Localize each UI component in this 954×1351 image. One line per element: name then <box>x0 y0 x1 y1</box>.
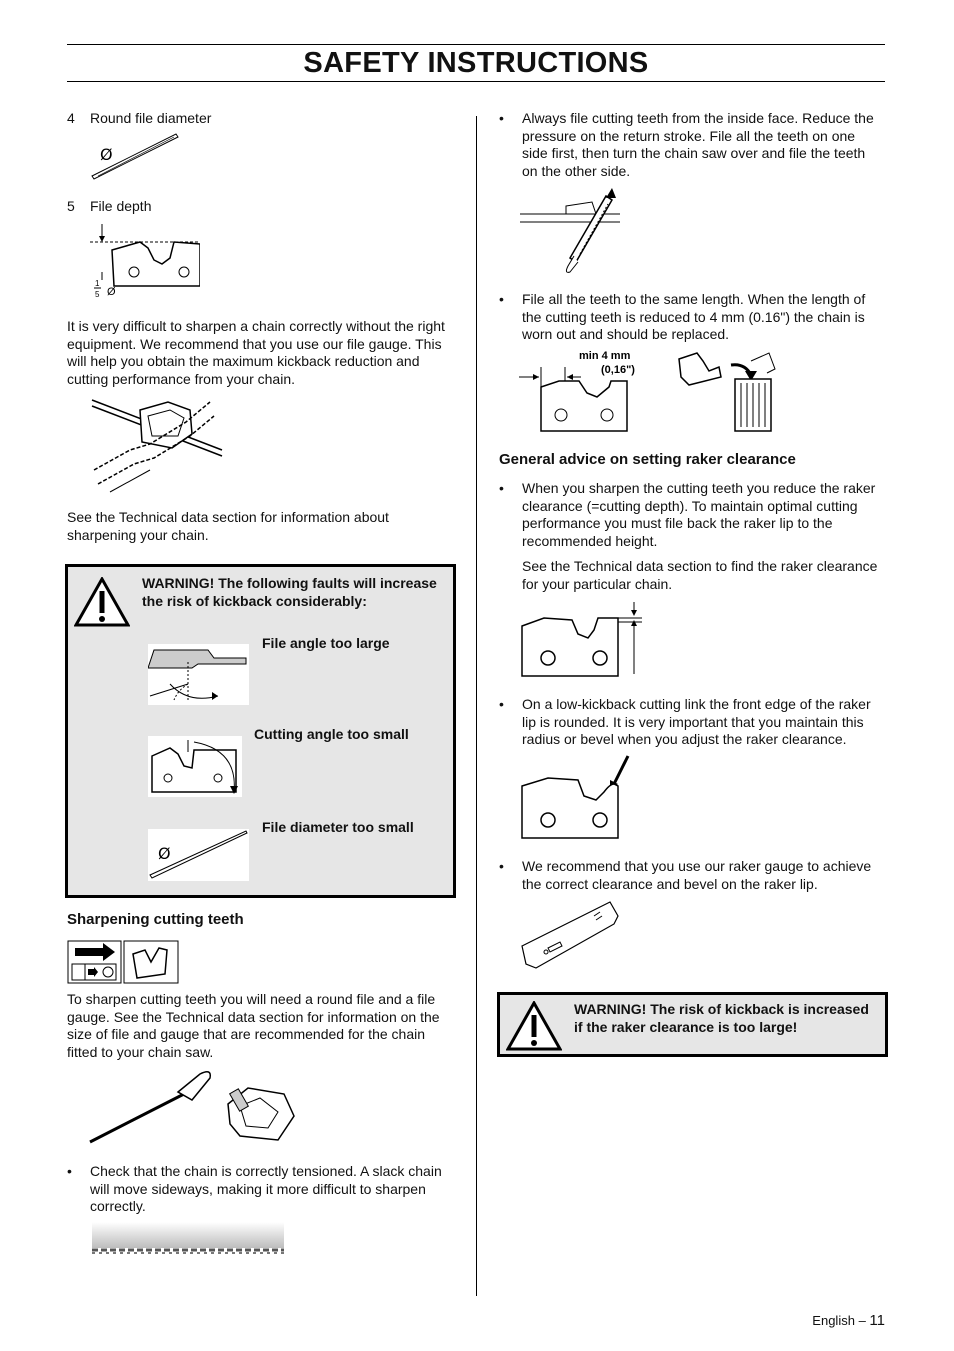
bullet-dot: • <box>67 1163 72 1179</box>
same-length-bullet-text: File all the teeth to the same length. When the length of the cutting teeth is reduced to 4 mm (0.16") the chain is worn out and should be replaced. <box>522 291 866 342</box>
footer-dash: – <box>858 1313 866 1328</box>
column-divider <box>476 116 477 1296</box>
warning-triangle-icon <box>74 577 130 627</box>
min-length-label: min 4 mm <box>579 350 631 362</box>
raker-warning-box <box>497 992 888 1057</box>
item-5-num: 5 <box>67 198 75 214</box>
bullet-dot: • <box>499 110 504 126</box>
bullet-dot: • <box>499 291 504 307</box>
raker-clearance-figure <box>518 600 643 680</box>
tensioned-chain-figure <box>92 1222 285 1258</box>
item-5-label: File depth <box>90 198 152 214</box>
item-4-label: Round file diameter <box>90 110 212 126</box>
frac-denominator: 5 <box>95 290 100 299</box>
warning-text: WARNING! The following faults will increase the risk of kickback considerably: <box>142 575 437 609</box>
file-depth-figure <box>90 220 200 302</box>
file-inside-face-figure <box>520 184 625 276</box>
raker-gauge-figure <box>518 898 623 976</box>
file-angle-figure <box>148 644 249 705</box>
footer-language: English <box>812 1313 855 1328</box>
sharpening-heading: Sharpening cutting teeth <box>67 911 244 928</box>
low-kickback-bullet-text: On a low-kickback cutting link the front edge of the raker lip is rounded. It is very important that you maintain this radius or bevel when you adjust the raker clearance. <box>522 696 871 747</box>
raker-subparagraph: See the Technical data section to find the raker clearance for your particular chain. <box>522 558 878 592</box>
header-bottom-rule <box>67 81 885 82</box>
cutting-angle-figure <box>148 736 242 797</box>
gauge-paragraph: It is very difficult to sharpen a chain correctly without the right equipment. We recommend that you use our file gauge. This will help you obtain the maximum kickback reduction and cutting performance from your chain. <box>67 318 445 387</box>
item-4-num: 4 <box>67 110 75 126</box>
file-gauge-on-chain-figure <box>90 392 225 497</box>
page-title: SAFETY INSTRUCTIONS <box>303 47 649 79</box>
round-file-and-gauge-figure <box>88 1064 303 1149</box>
diameter-symbol: Ø <box>158 844 171 863</box>
file-gauge-icon-boxes <box>67 940 180 985</box>
min-length-figure <box>519 347 781 435</box>
raker-gauge-bullet-text: We recommend that you use our raker gauge to achieve the correct clearance and bevel on the raker lip. <box>522 858 872 892</box>
sharpening-paragraph: To sharpen cutting teeth you will need a round file and a file gauge. See the Technical data section for information on the size of file and gauge that are recommended for the chain fitted to your chain saw. <box>67 991 440 1060</box>
raker-bullet-text: When you sharpen the cutting teeth you reduce the raker clearance (=cutting depth). To maintain optimal cutting performance you must file back the raker lip to the recommended height. <box>522 480 876 549</box>
technical-data-paragraph: See the Technical data section for information about sharpening your chain. <box>67 509 389 543</box>
bullet-dot: • <box>499 696 504 712</box>
fault-file-angle-label: File angle too large <box>262 635 390 651</box>
raker-heading: General advice on setting raker clearance <box>499 451 796 468</box>
bullet-dot: • <box>499 480 504 496</box>
fault-file-diameter-label: File diameter too small <box>262 819 414 835</box>
bullet-dot: • <box>499 858 504 874</box>
inside-face-bullet-text: Always file cutting teeth from the inside face. Reduce the pressure on the return stroke. File all the teeth on one side first, then turn the chain saw over and file the teeth on the other side. <box>522 110 874 179</box>
page-number: 11 <box>869 1312 885 1329</box>
kickback-warning-box <box>65 564 456 898</box>
min-length-inch-label: (0,16") <box>601 364 635 376</box>
file-diameter-figure <box>148 829 249 881</box>
page-footer <box>812 1312 885 1330</box>
rounded-raker-figure <box>518 752 633 842</box>
diameter-symbol: Ø <box>100 145 113 164</box>
raker-warning-text: WARNING! The risk of kickback is increased if the raker clearance is too large! <box>574 1001 869 1035</box>
diameter-symbol: Ø <box>107 286 116 298</box>
frac-numerator: 1 <box>95 279 100 288</box>
fault-cutting-angle-label: Cutting angle too small <box>254 726 409 742</box>
round-file-diameter-figure <box>88 132 183 182</box>
warning-triangle-icon <box>506 1001 562 1051</box>
tension-bullet-text: Check that the chain is correctly tensioned. A slack chain will move sideways, making it more difficult to sharpen correctly. <box>90 1163 442 1214</box>
header-top-rule <box>67 44 885 45</box>
